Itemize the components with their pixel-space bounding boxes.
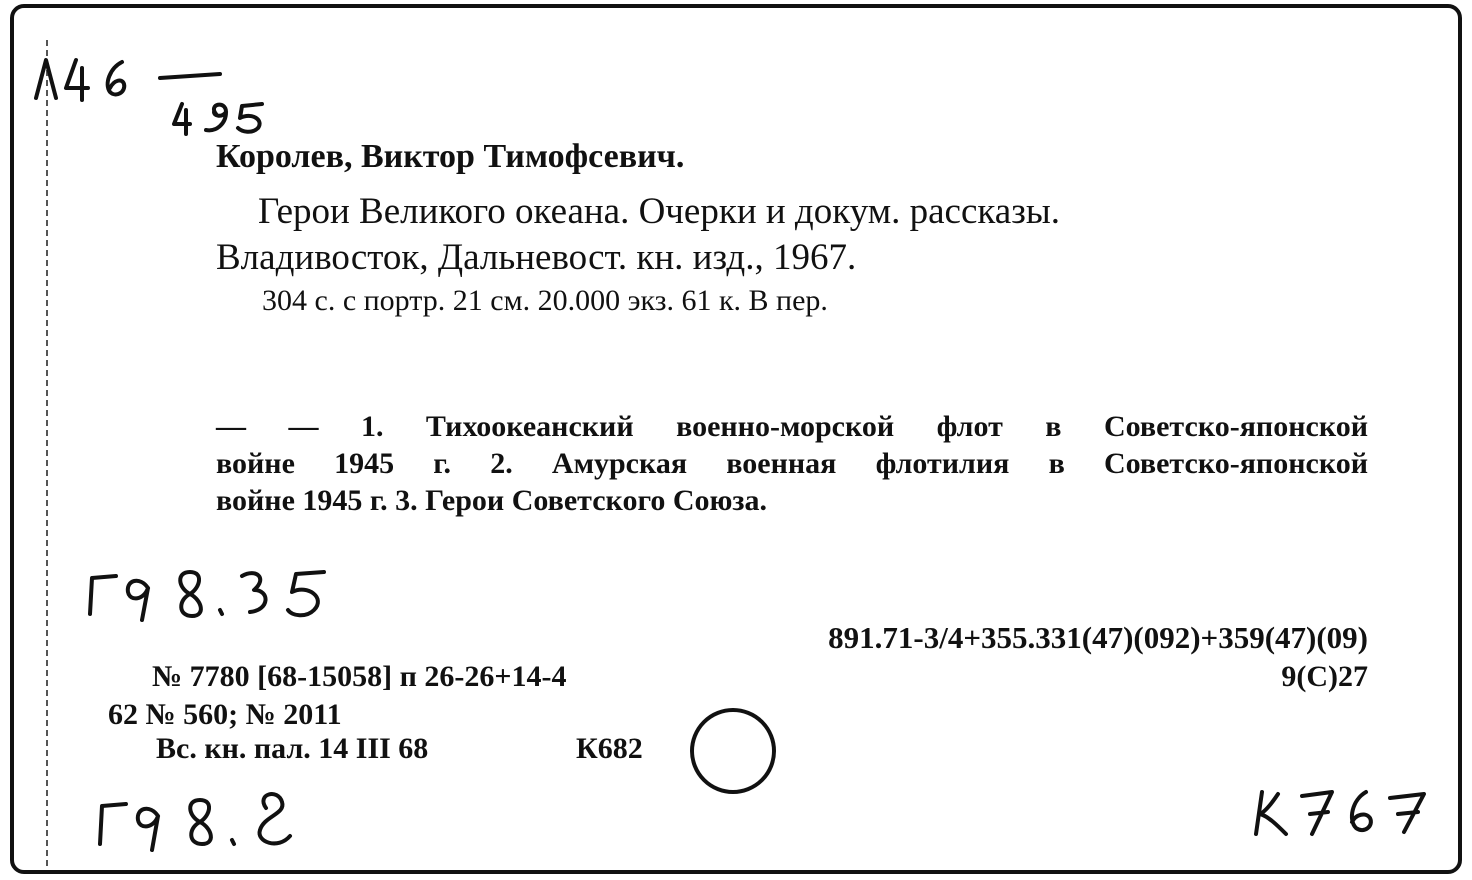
publication-info: Владивосток, Дальневост. кн. изд., 1967.	[216, 237, 857, 278]
udc-code: 891.71-3/4+355.331(47)(092)+359(47)(09)	[828, 620, 1368, 655]
book-title: Герои Великого океана. Очерки и докум. рассказы.	[258, 191, 1060, 232]
author-mark: К682	[576, 732, 643, 765]
book-chamber-stamp: Вс. кн. пал. 14 III 68	[156, 732, 429, 765]
registration-number: № 7780 [68-15058] п 26-26+14-4	[152, 660, 567, 693]
physical-description: 304 с. с портр. 21 см. 20.000 экз. 61 к. В пер.	[262, 284, 828, 317]
subject-headings	[216, 408, 1368, 519]
author-heading: Королев, Виктор Тимофсевич.	[216, 138, 685, 175]
subject-line: войне 1945 г. 3. Герои Советского Союза.	[216, 484, 767, 517]
bbk-code: 9(С)27	[1281, 660, 1368, 693]
catalog-numbers: 62 № 560; № 2011	[108, 698, 342, 731]
punch-guide-line	[46, 40, 48, 866]
handwritten-shelf-mark-top	[30, 48, 300, 143]
handwritten-classification-bottom	[92, 780, 322, 860]
subject-line: войне 1945 г. 2. Амурская военная флотилия в Советско-японской	[216, 447, 1368, 480]
handwritten-classification-mid	[82, 558, 342, 628]
handwritten-code-bottom-right	[1248, 776, 1448, 846]
circle-stamp	[690, 708, 776, 794]
subject-line: — — 1. Тихоокеанский военно-морской флот в Советско-японской	[216, 410, 1368, 443]
